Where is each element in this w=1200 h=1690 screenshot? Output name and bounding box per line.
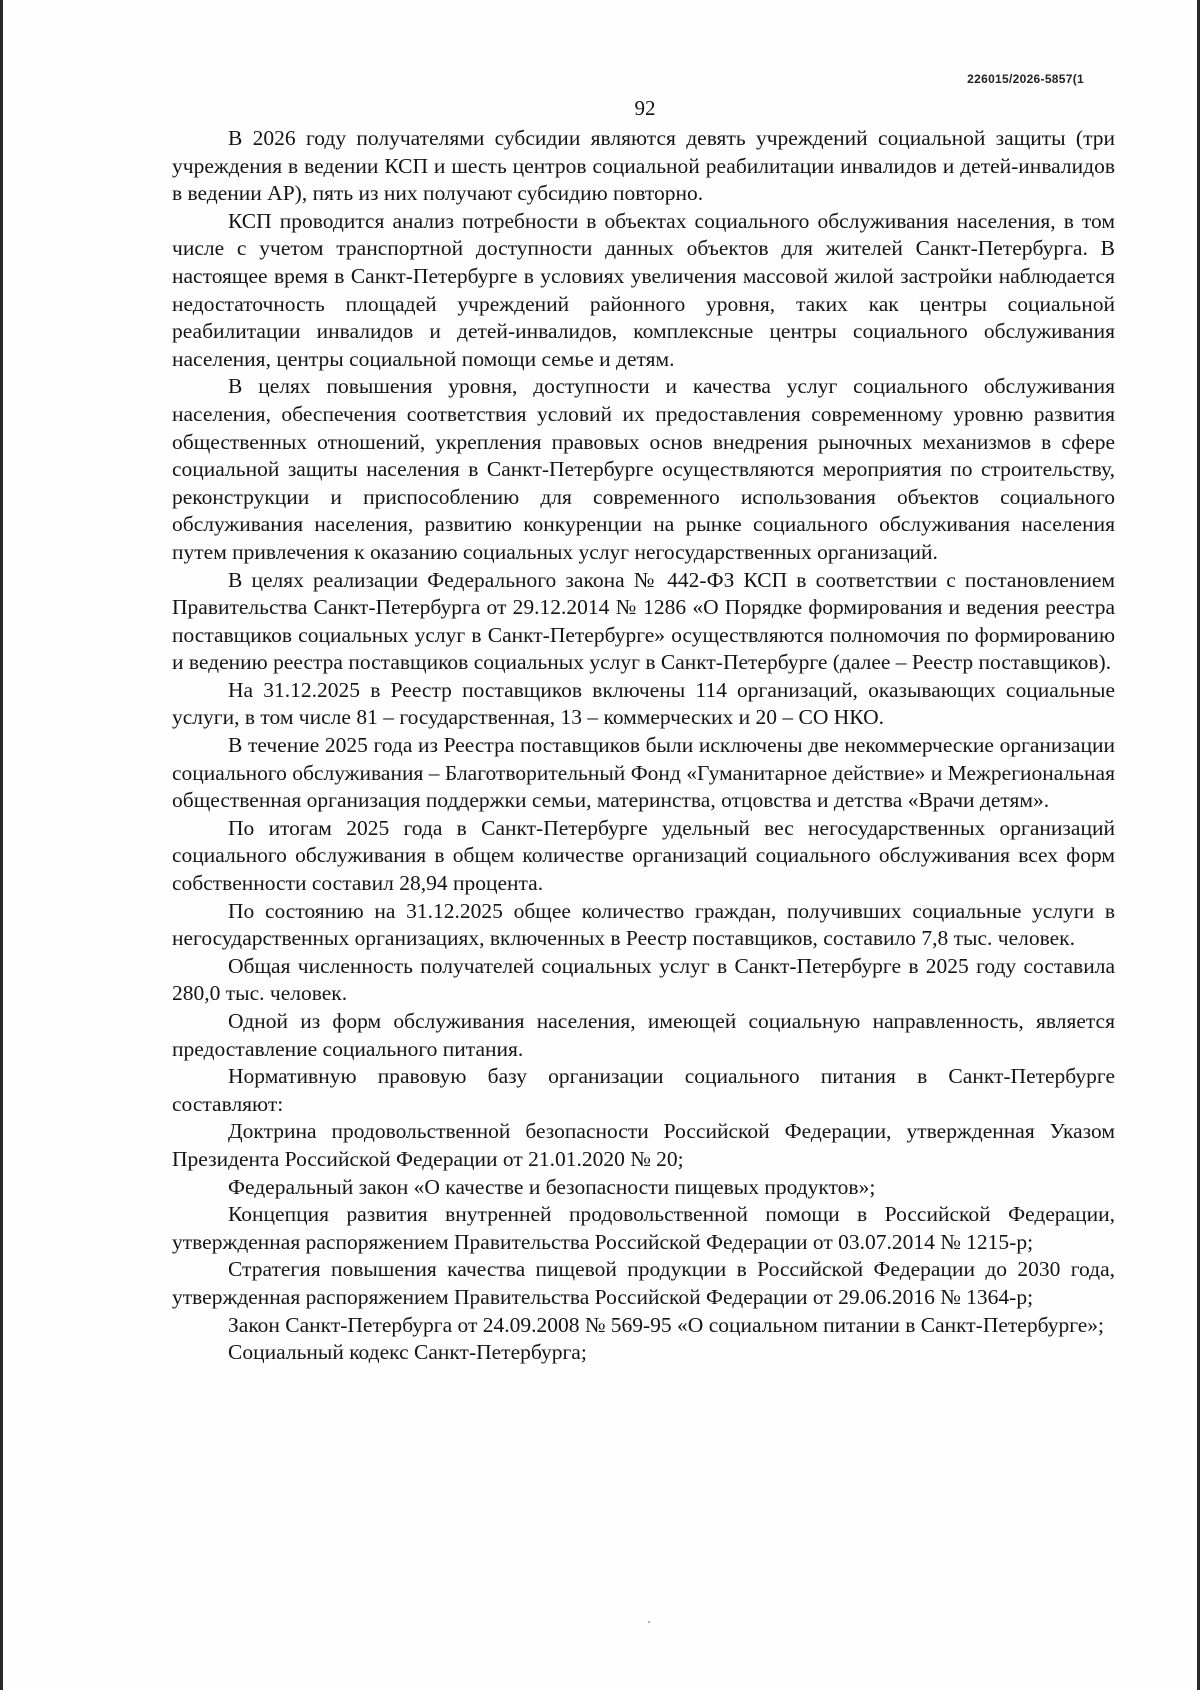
legal-act-item: Концепция развития внутренней продовольственной помощи в Российской Федерации, утвержденная распоряжением Правительства Российской Федерации от 03.07.2014 № 1215-р; — [172, 1202, 1115, 1254]
paragraph: Одной из форм обслуживания населения, имеющей социальную направленность, является предоставление социального питания. — [172, 1009, 1115, 1061]
legal-act-item: Социальный кодекс Санкт-Петербурга; — [228, 1340, 587, 1365]
paragraph: В целях реализации Федерального закона № 442-ФЗ КСП в соответствии с постановлением Правительства Санкт-Петербурга от 29.12.2014 № 1286 «О Порядке формирования и ведения реестра поставщиков социальных услуг в Санкт-Петербурге» осуществляются полномочия по формированию и ведению реестра поставщиков социальных услуг в Санкт-Петербурге (далее – Реестр поставщиков). — [172, 567, 1115, 675]
legal-act-item: Доктрина продовольственной безопасности Российской Федерации, утвержденная Указом Президента Российской Федерации от 21.01.2020 № 20; — [172, 1119, 1115, 1171]
paragraph: В целях повышения уровня, доступности и качества услуг социального обслуживания населения, обеспечения соответствия условий их предоставления современному уровню развития общественных отношений, укрепления правовых основ внедрения рыночных механизмов в сфере социальной защиты населения в Санкт-Петербурге осуществляются мероприятия по строительству, реконструкции и приспособлению для современного использования объектов социального обслуживания населения, развитию конкуренции на рынке социального обслуживания населения путем привлечения к оказанию социальных услуг негосударственных организаций. — [172, 374, 1115, 564]
scan-artifact-dot — [648, 1621, 650, 1623]
paragraph: По состоянию на 31.12.2025 общее количество граждан, получивших социальные услуги в негосударственных организациях, включенных в Реестр поставщиков, составило 7,8 тыс. человек. — [172, 898, 1115, 951]
page-number: 92 — [634, 96, 656, 120]
paragraph: На 31.12.2025 в Реестр поставщиков включены 114 организаций, оказывающих социальные услуги, в том числе 81 – государственная, 13 – коммерческих и 20 – СО НКО. — [172, 677, 1115, 730]
paragraph: Нормативную правовую базу организации социального питания в Санкт-Петербурге составляют: — [172, 1064, 1115, 1116]
scan-left-border — [0, 0, 3, 1690]
paragraph: По итогам 2025 года в Санкт-Петербурге удельный вес негосударственных организаций социального обслуживания в общем количестве организаций социального обслуживания всех форм собственности составил 28,94 процента. — [172, 815, 1115, 896]
legal-act-item: Стратегия повышения качества пищевой продукции в Российской Федерации до 2030 года, утвержденная распоряжением Правительства Российской Федерации от 29.06.2016 № 1364-р; — [172, 1257, 1115, 1309]
legal-act-item: Федеральный закон «О качестве и безопасности пищевых продуктов»; — [228, 1174, 876, 1199]
document-body — [172, 125, 1115, 1367]
legal-act-item: Закон Санкт-Петербурга от 24.09.2008 № 569-95 «О социальном питании в Санкт-Петербурге»; — [228, 1312, 1105, 1337]
paragraph: В 2026 году получателями субсидии являются девять учреждений социальной защиты (три учреждения в ведении КСП и шесть центров социальной реабилитации инвалидов и детей-инвалидов в ведении АР), пять из них получают субсидию повторно. — [172, 126, 1115, 206]
paragraph: КСП проводится анализ потребности в объектах социального обслуживания населения, в том числе с учетом транспортной доступности данных объектов для жителей Санкт-Петербурга. В настоящее время в Санкт-Петербурге в условиях увеличения массовой жилой застройки наблюдается недостаточность площадей учреждений районного уровня, таких как центры социальной реабилитации инвалидов и детей-инвалидов, комплексные центры социального обслуживания населения, центры социальной помощи семье и детям. — [172, 208, 1115, 371]
paragraph: Общая численность получателей социальных услуг в Санкт-Петербурге в 2025 году составила 280,0 тыс. человек. — [172, 953, 1115, 1006]
document-registration-code: 226015/2026-5857(1 — [967, 72, 1084, 86]
paragraph: В течение 2025 года из Реестра поставщиков были исключены две некоммерческие организации социального обслуживания – Благотворительный Фонд «Гуманитарное действие» и Межрегиональная общественная организация поддержки семьи, материнства, отцовства и детства «Врачи детям». — [172, 733, 1115, 813]
